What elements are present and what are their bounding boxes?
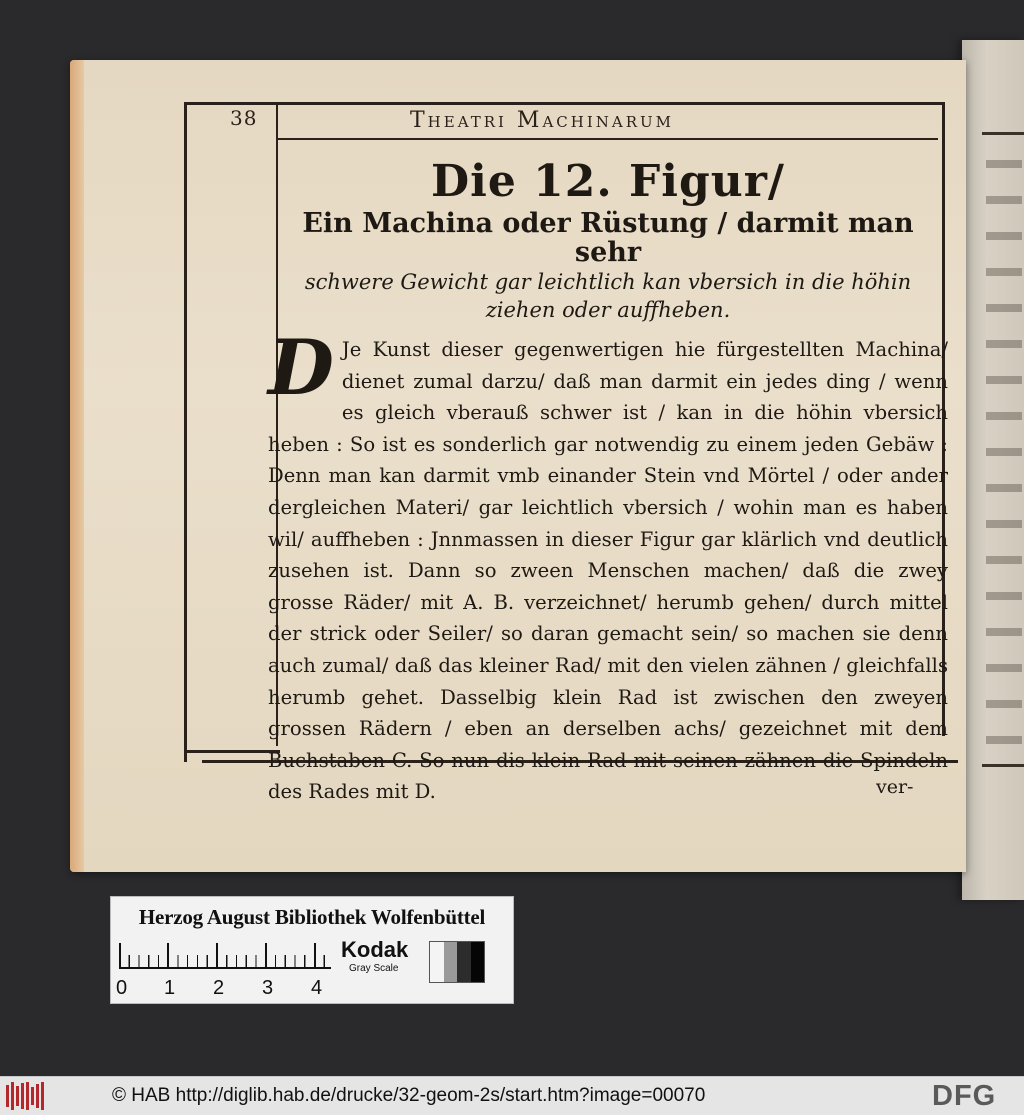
- ruler-major-tick: [119, 943, 121, 967]
- body-text: Je Kunst dieser gegenwertigen hie fürgestellten Machina/ dienet zumal darzu/ daß man darmit ein jedes ding / wenn es gleich vberauß schwer ist / kan in die höhin vbersich heben : So ist es sonderlich gar notwendig zu einem jeden Gebäw : Denn man kan darmit vmb einander Stein vnd Mörtel / oder ander dergleichen Materi/ gar leichtlich vbersich / wohin man es haben wil/ auffheben : Jnnmassen in dieser Figur gar klärlich vnd deutlich zusehen ist. Dann so zween Menschen machen/ daß die zwey grosse Räder/ mit A. B. verzeichnet/ herumb gehen/ durch mittel der strick oder Seiler/ so daran gemacht sein/ so machen sie denn auch zumal/ daß das kleiner Rad/ mit den vielen zähnen / gleichfalls herumb gehet. Dasselbig klein Rad ist zwischen den zweyen grossen Rädern / eben an derselben achs/ gezeichnet mit dem Buchstaben C. So nun dis klein Rad mit seinen zähnen die Spindeln des Rades mit D.: [268, 338, 948, 804]
- ruler-major-tick: [265, 943, 267, 967]
- page-frame-rule: [278, 138, 938, 140]
- body-paragraph: [268, 323, 948, 808]
- hab-logo-icon: [6, 1082, 46, 1110]
- dfg-logo: DFG: [932, 1080, 997, 1112]
- adjacent-page-rule: [982, 764, 1024, 767]
- adjacent-page: [962, 40, 1024, 900]
- ruler-number: 2: [213, 977, 225, 999]
- ruler-number: 4: [311, 977, 323, 999]
- subtitle-lead: Ein Machina oder Rüstung / darmit man sehr: [302, 208, 914, 268]
- adjacent-page-text-bleed: [986, 160, 1022, 760]
- running-head: Theatri Machinarum: [410, 108, 675, 133]
- ruler-major-tick: [167, 943, 169, 967]
- ruler-major-tick: [216, 943, 218, 967]
- page-frame-rule: [184, 102, 942, 105]
- grayscale-label: Gray Scale: [349, 963, 399, 974]
- subtitle-rest: schwere Gewicht gar leichtlich kan vbersich in die höhin ziehen oder auffheben.: [304, 270, 912, 322]
- drop-initial: D: [268, 323, 334, 412]
- gray-swatch: [457, 942, 471, 982]
- footer-bar: [0, 1076, 1024, 1115]
- page-number: 38: [230, 106, 258, 130]
- catchword: ver-: [876, 776, 914, 798]
- page-frame-rule: [184, 102, 187, 762]
- ruler-number: 3: [262, 977, 274, 999]
- text-block: [268, 156, 948, 808]
- library-name: Herzog August Bibliothek Wolfenbüttel: [138, 905, 486, 929]
- color-scale-card: [110, 896, 514, 1004]
- gray-swatches: [429, 941, 485, 983]
- page-frame-rule: [184, 750, 280, 753]
- book-page: [70, 60, 966, 872]
- ruler-number: 0: [116, 977, 128, 999]
- gray-swatch: [471, 942, 485, 982]
- figure-subtitle: [268, 210, 948, 324]
- ruler-number: 1: [164, 977, 176, 999]
- copyright-link[interactable]: © HAB http://diglib.hab.de/drucke/32-geom-2s/start.htm?image=00070: [112, 1085, 706, 1106]
- gray-swatch: [444, 942, 458, 982]
- gray-swatch: [430, 942, 444, 982]
- adjacent-page-rule: [982, 132, 1024, 135]
- scale-ruler: [119, 943, 331, 969]
- ruler-major-tick: [314, 943, 316, 967]
- figure-title: Die 12. Figur/: [430, 156, 785, 207]
- kodak-logo: Kodak: [341, 937, 409, 962]
